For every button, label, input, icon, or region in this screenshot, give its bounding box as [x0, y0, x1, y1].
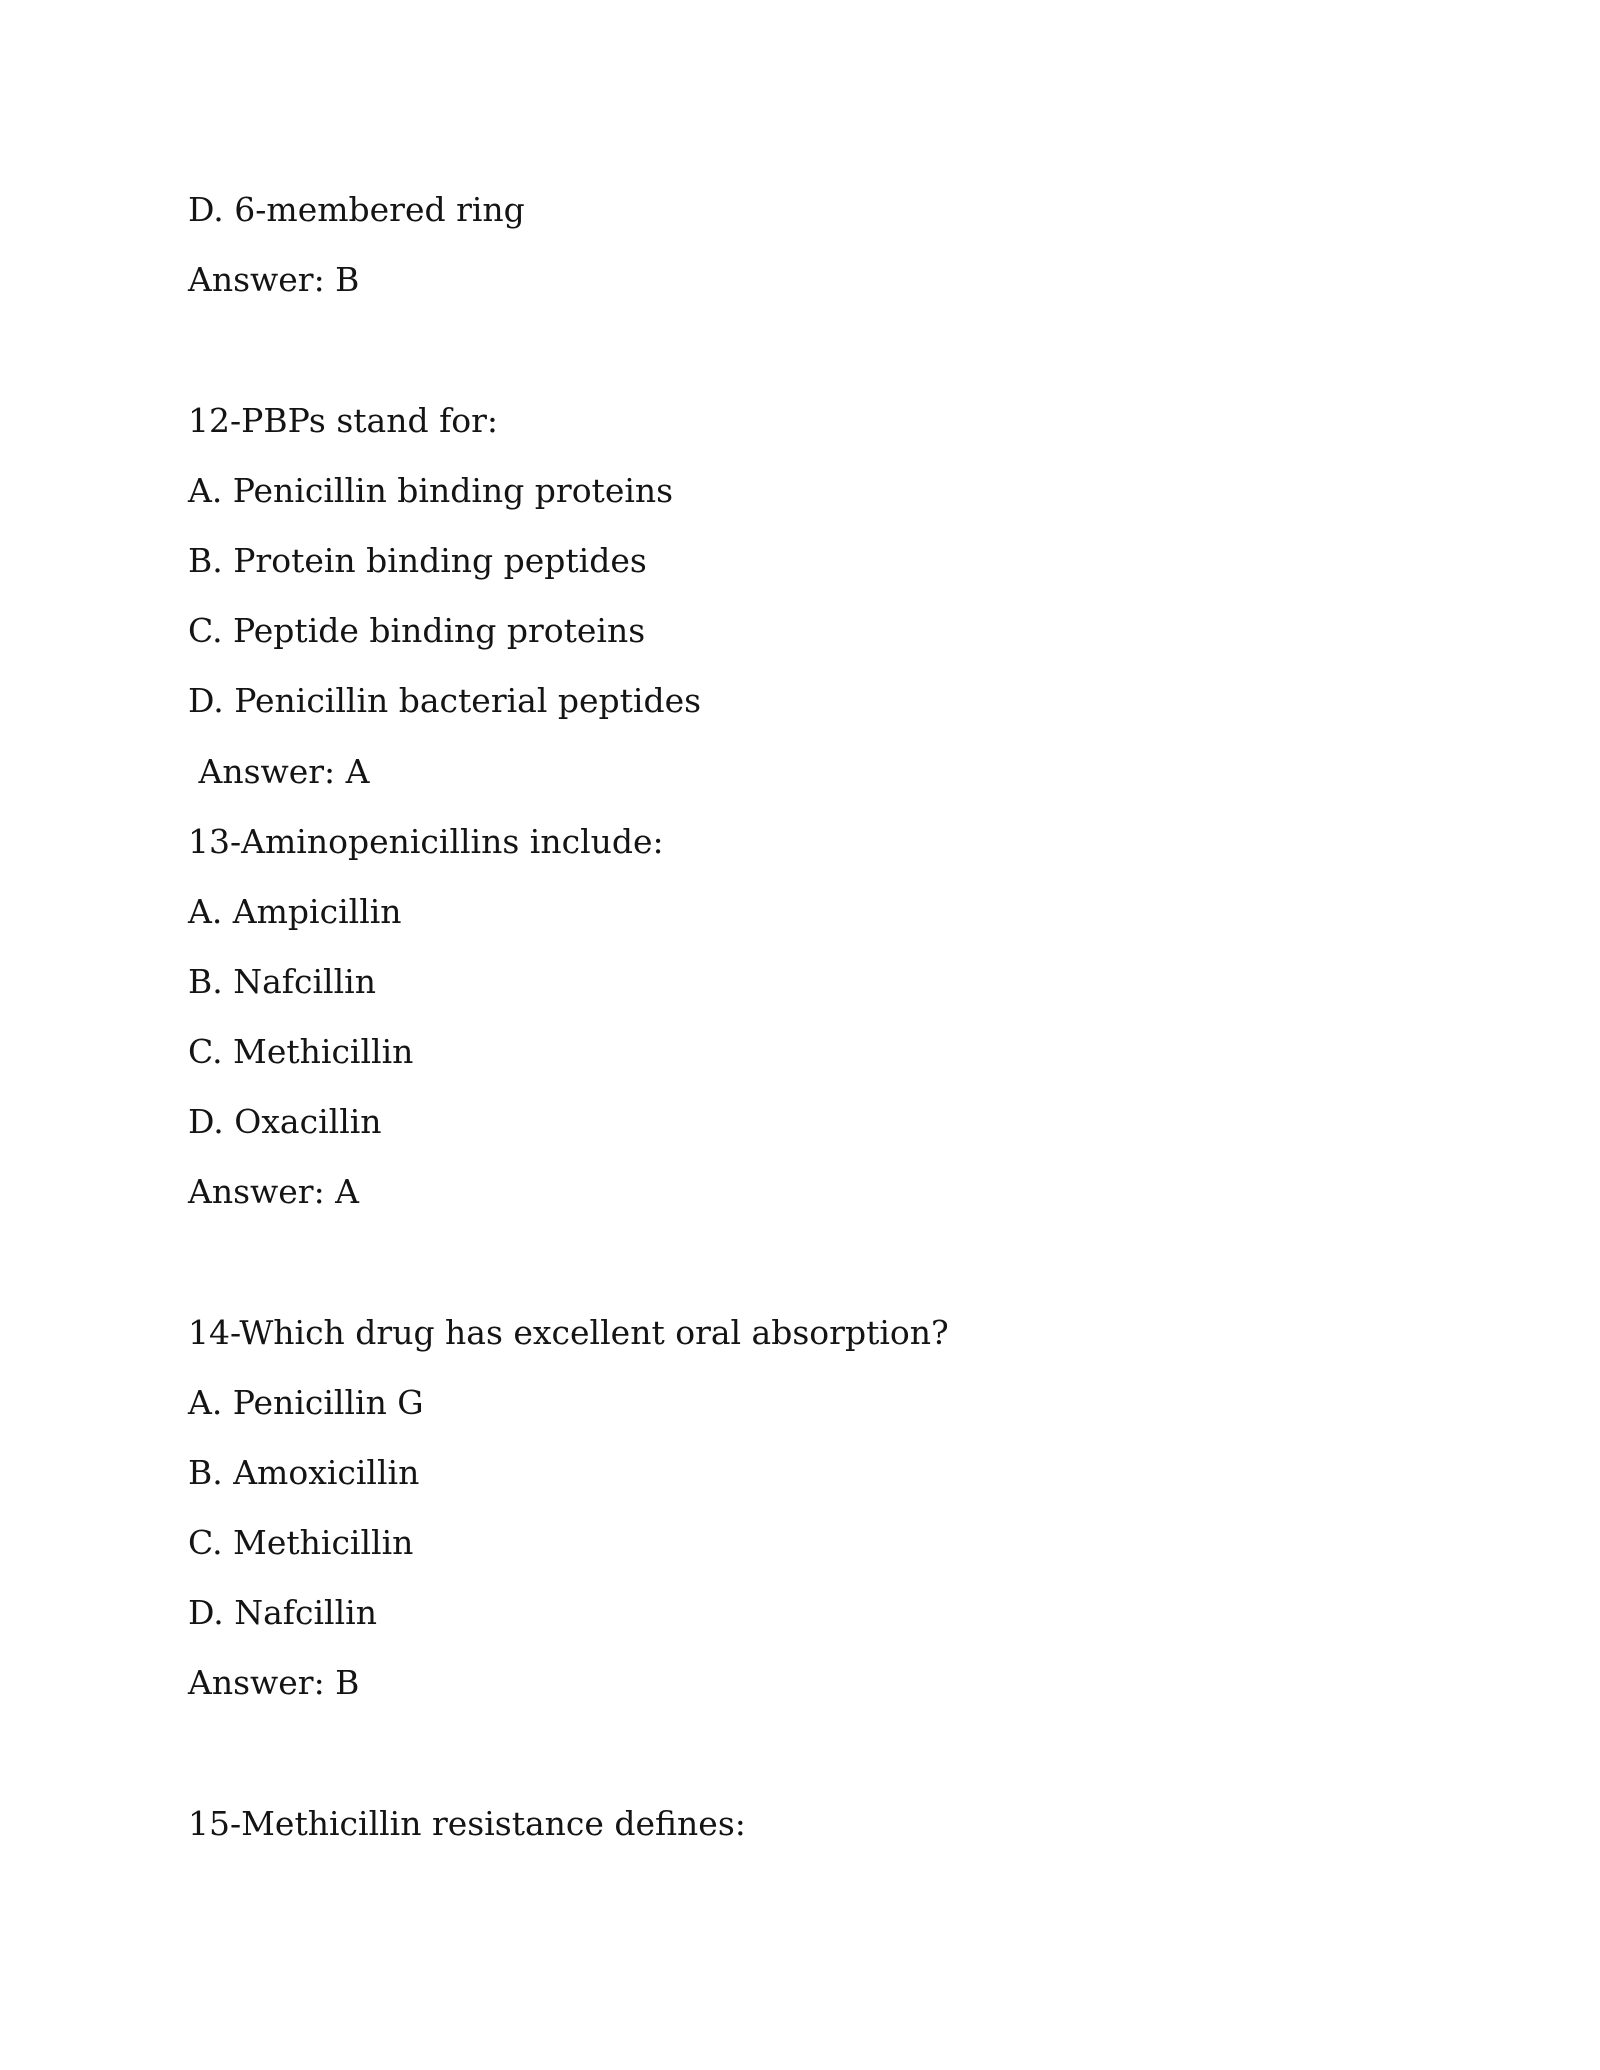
option-d-q11: D. 6-membered ring	[188, 190, 525, 229]
option-d-q13: D. Oxacillin	[188, 1102, 382, 1141]
option-c-q12: C. Peptide binding proteins	[188, 611, 646, 650]
option-b-q12: B. Protein binding peptides	[188, 541, 647, 580]
answer-q13: Answer: A	[188, 1172, 360, 1211]
option-c-q14: C. Methicillin	[188, 1523, 414, 1562]
answer-q14: Answer: B	[188, 1663, 360, 1702]
option-b-q14: B. Amoxicillin	[188, 1453, 420, 1492]
question-15: 15-Methicillin resistance defines:	[188, 1804, 746, 1843]
option-a-q13: A. Ampicillin	[188, 892, 402, 931]
answer-q12: Answer: A	[188, 752, 370, 791]
question-14: 14-Which drug has excellent oral absorption?	[188, 1313, 949, 1352]
option-d-q14: D. Nafcillin	[188, 1593, 377, 1632]
option-c-q13: C. Methicillin	[188, 1032, 414, 1071]
option-d-q12: D. Penicillin bacterial peptides	[188, 681, 702, 720]
option-a-q12: A. Penicillin binding proteins	[188, 471, 674, 510]
option-b-q13: B. Nafcillin	[188, 962, 376, 1001]
answer-q11: Answer: B	[188, 260, 360, 299]
question-13: 13-Aminopenicillins include:	[188, 822, 664, 861]
question-12: 12-PBPs stand for:	[188, 401, 499, 440]
option-a-q14: A. Penicillin G	[188, 1383, 424, 1422]
